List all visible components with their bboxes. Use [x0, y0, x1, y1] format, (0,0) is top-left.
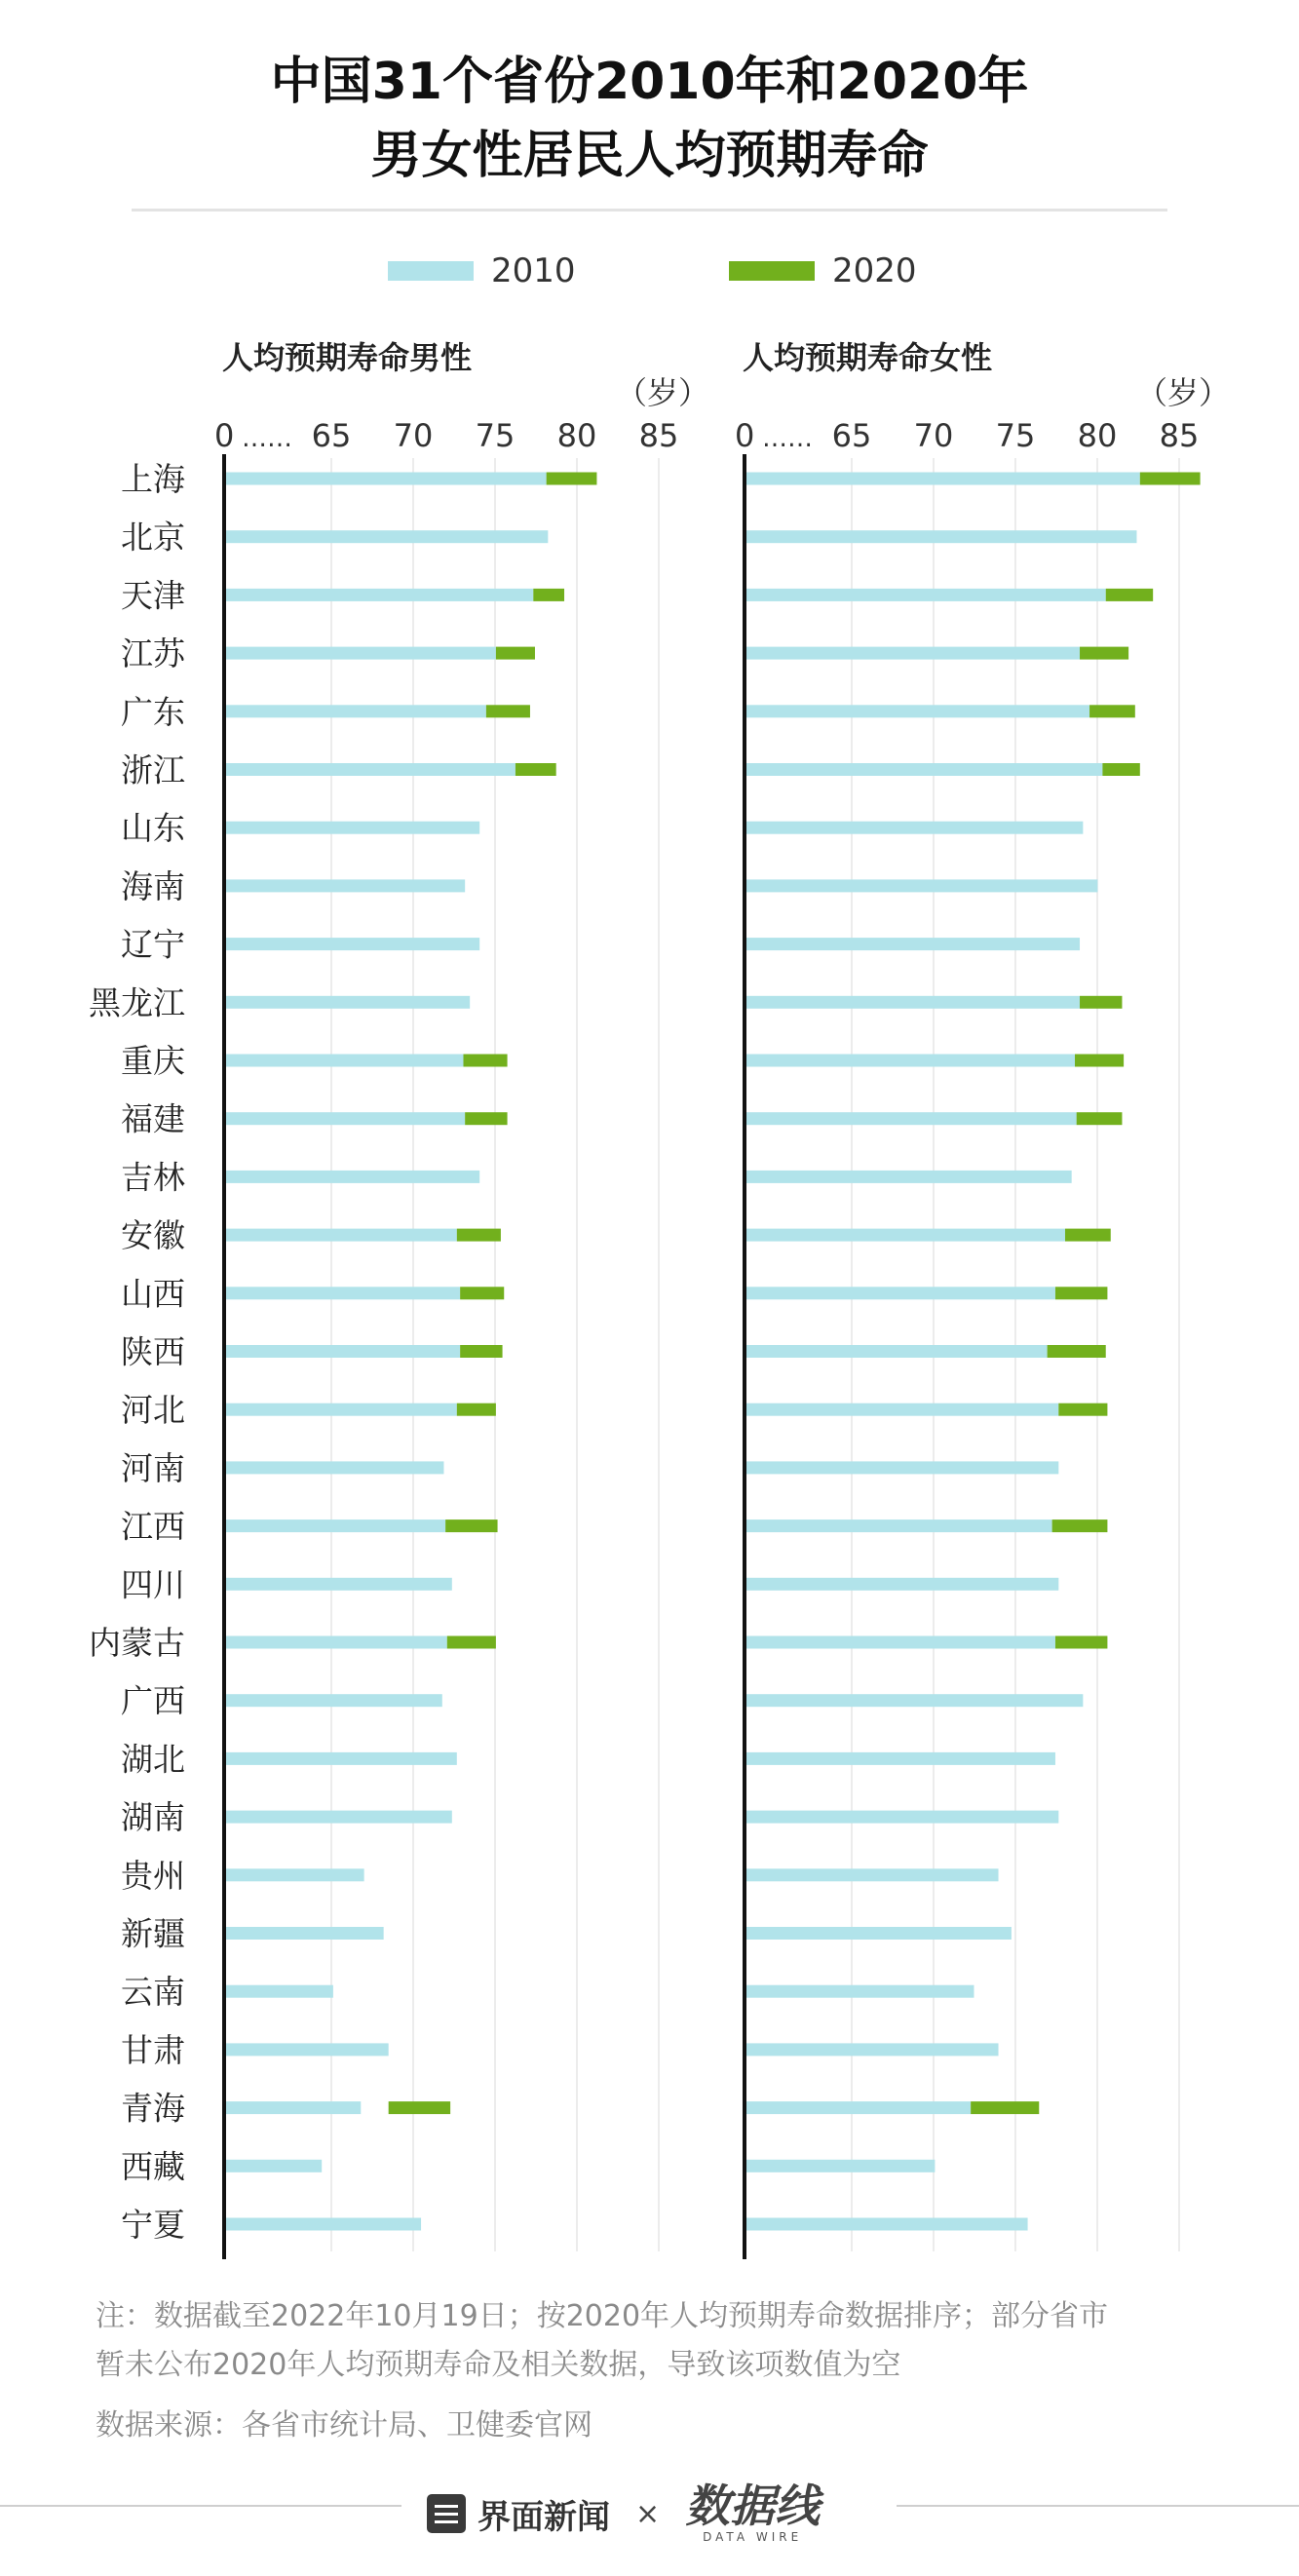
category-label-21: 广西: [121, 1681, 185, 1720]
bar-0-2020-18: [445, 1519, 497, 1532]
category-label-29: 西藏: [121, 2147, 185, 2186]
legend-label-2020: 2020: [832, 251, 917, 290]
bar-1-2010-28: [746, 2101, 971, 2114]
bar-1-2010-13: [746, 1229, 1065, 1242]
category-label-17: 河南: [121, 1448, 185, 1487]
bar-1-2010-23: [746, 1811, 1058, 1824]
note-line-2: 暂未公布2020年人均预期寿命及相关数据，导致该项数值为空: [96, 2348, 901, 2382]
bar-0-2020-10: [463, 1055, 507, 1067]
axis-break-dots-0: ……: [242, 424, 292, 453]
bar-0-2010-30: [226, 2218, 421, 2231]
tick-label-1-0: 0: [735, 417, 755, 454]
bar-0-2010-11: [226, 1112, 465, 1125]
tick-label-0-65: 65: [311, 417, 352, 454]
bar-0-2020-13: [457, 1229, 501, 1242]
bar-1-2020-14: [1055, 1287, 1107, 1299]
footer-line-left: [0, 2505, 401, 2507]
bar-0-2020-5: [516, 763, 556, 776]
bar-1-2010-14: [746, 1287, 1055, 1299]
tick-label-1-75: 75: [995, 417, 1036, 454]
bar-1-2010-1: [746, 530, 1136, 543]
bar-1-2020-5: [1102, 763, 1139, 776]
category-label-27: 甘肃: [121, 2030, 185, 2069]
tick-label-0-85: 85: [638, 417, 679, 454]
bar-0-2020-14: [460, 1287, 504, 1299]
bar-1-2020-20: [1055, 1636, 1107, 1649]
category-label-23: 湖南: [121, 1798, 185, 1837]
category-label-16: 河北: [121, 1391, 185, 1430]
bar-1-2010-15: [746, 1345, 1048, 1358]
bar-1-2010-16: [746, 1403, 1058, 1416]
bar-1-2020-28: [971, 2101, 1039, 2114]
bar-1-2010-7: [746, 879, 1097, 892]
panel-title-0: 人均预期寿命男性: [222, 339, 473, 376]
bar-1-2010-19: [746, 1578, 1058, 1591]
category-label-3: 江苏: [121, 634, 185, 673]
bar-0-2020-0: [547, 473, 597, 485]
bar-1-2010-20: [746, 1636, 1055, 1649]
category-label-9: 黑龙江: [89, 983, 185, 1022]
bar-0-2010-3: [226, 647, 496, 660]
bar-1-2010-3: [746, 647, 1080, 660]
bar-1-2010-6: [746, 822, 1083, 834]
bar-1-2010-11: [746, 1112, 1077, 1125]
bar-0-2010-16: [226, 1403, 457, 1416]
bar-1-2010-21: [746, 1694, 1083, 1707]
bar-0-2010-20: [226, 1636, 447, 1649]
bar-1-2020-10: [1075, 1055, 1124, 1067]
bar-1-2020-9: [1080, 996, 1122, 1009]
bar-1-2010-4: [746, 705, 1089, 717]
category-label-26: 云南: [121, 1973, 185, 2012]
bar-0-2020-16: [457, 1403, 496, 1416]
bar-0-2010-24: [226, 1868, 364, 1881]
bar-1-2010-29: [746, 2160, 935, 2172]
bar-0-2010-4: [226, 705, 486, 717]
bar-0-2010-2: [226, 589, 533, 601]
jiemian-logo-icon: [427, 2494, 466, 2533]
panel-title-1: 人均预期寿命女性: [743, 339, 993, 376]
tick-label-1-80: 80: [1077, 417, 1118, 454]
category-label-24: 贵州: [121, 1856, 185, 1895]
category-label-10: 重庆: [121, 1042, 185, 1080]
bar-1-2010-18: [746, 1519, 1052, 1532]
bar-1-2010-9: [746, 996, 1080, 1009]
bar-1-2020-15: [1048, 1345, 1106, 1358]
bar-0-2020-4: [486, 705, 530, 717]
axis-break-dots-1: ……: [762, 424, 813, 453]
tick-label-1-70: 70: [913, 417, 954, 454]
bar-1-2010-22: [746, 1752, 1055, 1765]
chart-title-line-1: 中国31个省份2010年和2020年: [270, 53, 1029, 111]
data-wire-logo-text: 数据线: [685, 2480, 821, 2532]
bar-1-2020-4: [1089, 705, 1135, 717]
chart-title-line-2: 男女性居民人均预期寿命: [370, 127, 929, 185]
bar-0-2010-13: [226, 1229, 457, 1242]
bar-0-2010-19: [226, 1578, 452, 1591]
bar-0-2020-3: [496, 647, 535, 660]
category-label-28: 青海: [121, 2089, 185, 2128]
category-label-13: 安徽: [121, 1216, 185, 1255]
category-label-7: 海南: [121, 866, 185, 905]
bar-0-2010-7: [226, 879, 465, 892]
tick-label-0-0: 0: [214, 417, 235, 454]
bar-0-2020-11: [465, 1112, 507, 1125]
bar-0-2010-27: [226, 2043, 389, 2056]
category-label-8: 辽宁: [121, 925, 185, 964]
bar-1-2010-26: [746, 1985, 974, 1998]
bar-0-2010-0: [226, 473, 547, 485]
category-label-15: 陕西: [121, 1332, 185, 1371]
bar-0-2020-2: [533, 589, 564, 601]
bar-0-2010-1: [226, 530, 548, 543]
tick-label-0-80: 80: [556, 417, 597, 454]
bar-1-2020-2: [1106, 589, 1153, 601]
category-label-14: 山西: [121, 1274, 185, 1313]
category-label-2: 天津: [121, 576, 185, 615]
bar-1-2010-27: [746, 2043, 999, 2056]
category-label-22: 湖北: [121, 1740, 185, 1779]
bar-0-2010-18: [226, 1519, 445, 1532]
bar-0-2010-29: [226, 2160, 322, 2172]
bar-0-2010-14: [226, 1287, 460, 1299]
bar-0-2010-23: [226, 1811, 452, 1824]
bar-0-2020-20: [447, 1636, 496, 1649]
data-wire-logo-sub: DATA WIRE: [703, 2530, 803, 2544]
bar-0-2020-15: [460, 1345, 502, 1358]
bar-1-2020-3: [1080, 647, 1128, 660]
legend-label-2010: 2010: [491, 251, 576, 290]
bar-1-2010-5: [746, 763, 1102, 776]
bar-1-2010-25: [746, 1927, 1012, 1940]
bar-1-2010-30: [746, 2218, 1028, 2231]
footer-line-right: [897, 2505, 1299, 2507]
brand-name: 界面新闻: [478, 2497, 610, 2537]
category-label-11: 福建: [121, 1099, 185, 1138]
bar-1-2010-2: [746, 589, 1106, 601]
category-label-5: 浙江: [121, 750, 185, 789]
bar-0-2010-8: [226, 938, 479, 950]
category-label-12: 吉林: [121, 1158, 185, 1197]
brand-separator: ×: [635, 2496, 661, 2531]
bar-1-2020-13: [1065, 1229, 1111, 1242]
unit-label-1: （岁）: [1136, 374, 1231, 411]
category-label-30: 宁夏: [121, 2206, 185, 2244]
category-label-18: 江西: [121, 1507, 185, 1546]
bar-0-2010-28: [226, 2101, 361, 2114]
tick-label-0-75: 75: [475, 417, 516, 454]
bar-0-2010-21: [226, 1694, 442, 1707]
unit-label-0: （岁）: [616, 374, 710, 411]
bar-0-2010-17: [226, 1461, 443, 1474]
bar-1-2020-0: [1140, 473, 1201, 485]
bar-1-2020-18: [1052, 1519, 1108, 1532]
data-wire-logo: [685, 2480, 821, 2544]
bar-0-2010-12: [226, 1171, 479, 1183]
bar-0-2010-9: [226, 996, 470, 1009]
bar-0-2010-15: [226, 1345, 460, 1358]
category-label-25: 新疆: [121, 1914, 185, 1953]
bar-0-2010-6: [226, 822, 479, 834]
bar-0-2010-26: [226, 1985, 333, 1998]
bar-0-2010-25: [226, 1927, 384, 1940]
bar-0-2010-5: [226, 763, 516, 776]
bar-1-2010-10: [746, 1055, 1075, 1067]
category-label-20: 内蒙古: [89, 1624, 185, 1662]
bar-1-2010-0: [746, 473, 1140, 485]
note-line-1: 注：数据截至2022年10月19日；按2020年人均预期寿命数据排序；部分省市: [96, 2299, 1109, 2333]
bar-1-2020-11: [1077, 1112, 1123, 1125]
tick-label-1-85: 85: [1159, 417, 1200, 454]
bar-0-2010-22: [226, 1752, 457, 1765]
footer-brand: [427, 2480, 821, 2544]
bar-0-2010-10: [226, 1055, 463, 1067]
bar-0-2020-28: [389, 2101, 450, 2114]
bar-1-2020-16: [1058, 1403, 1107, 1416]
bar-1-2010-8: [746, 938, 1080, 950]
source-text: 数据来源：各省市统计局、卫健委官网: [96, 2408, 592, 2442]
bar-1-2010-17: [746, 1461, 1058, 1474]
tick-label-0-70: 70: [393, 417, 434, 454]
category-label-19: 四川: [121, 1565, 185, 1604]
category-label-6: 山东: [121, 809, 185, 848]
category-label-0: 上海: [121, 460, 185, 498]
bar-1-2010-12: [746, 1171, 1072, 1183]
category-label-1: 北京: [121, 518, 185, 557]
bar-1-2010-24: [746, 1868, 999, 1881]
tick-label-1-65: 65: [831, 417, 872, 454]
category-label-4: 广东: [121, 692, 185, 731]
